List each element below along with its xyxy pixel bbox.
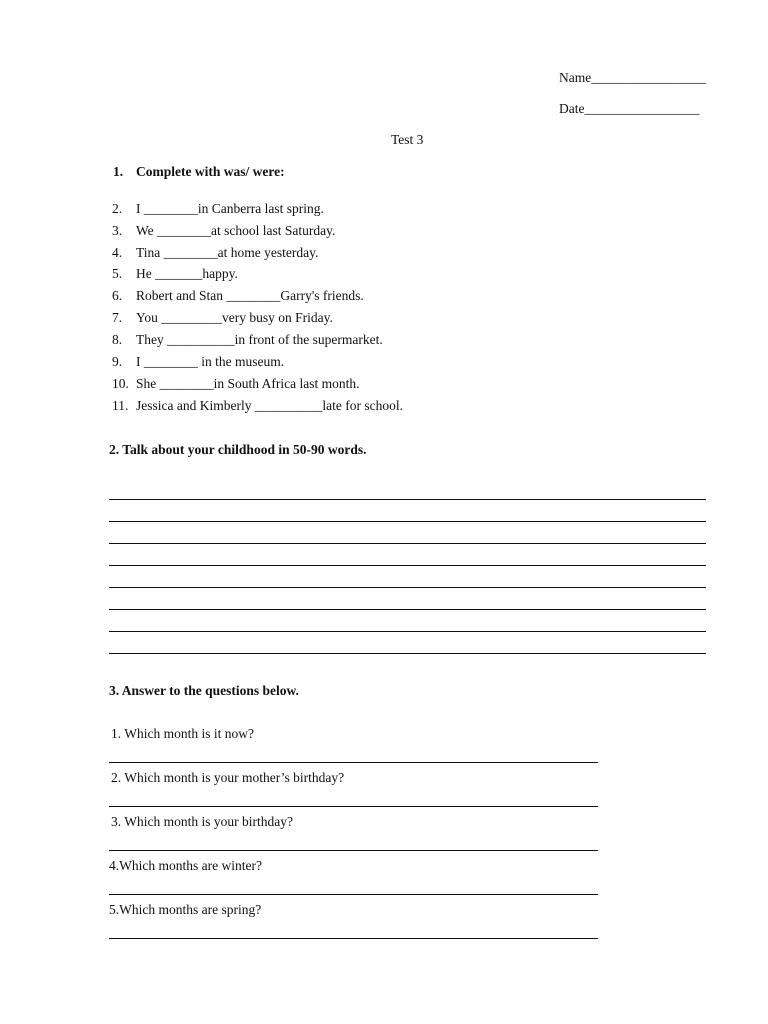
answer-line[interactable] (109, 938, 598, 939)
item-text: Tina ________at home yesterday. (136, 245, 319, 260)
list-item (112, 398, 403, 414)
list-item (112, 201, 324, 217)
question: 3. Which month is your birthday? (111, 814, 293, 829)
writing-line[interactable] (109, 543, 706, 544)
item-text: She ________in South Africa last month. (136, 376, 360, 391)
section1-heading (113, 164, 285, 180)
question: 1. Which month is it now? (111, 726, 254, 741)
list-item (112, 332, 383, 348)
section2-heading: 2. Talk about your childhood in 50-90 words. (109, 442, 367, 457)
question: 2. Which month is your mother’s birthday? (111, 770, 345, 785)
writing-line[interactable] (109, 499, 706, 500)
item-text: We ________at school last Saturday. (136, 223, 336, 238)
item-text: You _________very busy on Friday. (136, 310, 333, 325)
question: 5.Which months are spring? (109, 902, 262, 917)
question: 4.Which months are winter? (109, 858, 262, 873)
item-number: 9. (112, 354, 123, 369)
answer-line[interactable] (109, 806, 598, 807)
test-title: Test 3 (391, 132, 424, 147)
writing-line[interactable] (109, 609, 706, 610)
item-number: 6. (112, 288, 123, 303)
item-number: 2. (112, 201, 123, 216)
list-item (112, 310, 333, 326)
writing-line[interactable] (109, 521, 706, 522)
item-number: 4. (112, 245, 123, 260)
item-text: He _______happy. (136, 266, 238, 281)
list-item (112, 288, 364, 304)
item-text: Jessica and Kimberly __________late for school. (136, 398, 403, 413)
item-text: I ________ in the museum. (136, 354, 285, 369)
item-text: I ________in Canberra last spring. (136, 201, 324, 216)
item-number: 8. (112, 332, 123, 347)
item-number: 7. (112, 310, 123, 325)
writing-line[interactable] (109, 587, 706, 588)
item-number: 3. (112, 223, 123, 238)
item-text: They __________in front of the supermarket. (136, 332, 383, 347)
answer-line[interactable] (109, 762, 598, 763)
section1-heading-number: 1. (113, 164, 124, 179)
list-item (112, 354, 284, 370)
list-item (112, 245, 318, 261)
list-item (112, 376, 360, 392)
writing-line[interactable] (109, 631, 706, 632)
item-number: 11. (112, 398, 129, 413)
answer-line[interactable] (109, 850, 598, 851)
name-field-label: Name_________________ (559, 70, 706, 85)
section1-heading-text: Complete with was/ were: (136, 164, 285, 179)
item-number: 5. (112, 266, 123, 281)
item-text: Robert and Stan ________Garry's friends. (136, 288, 364, 303)
section3-heading: 3. Answer to the questions below. (109, 683, 299, 698)
answer-line[interactable] (109, 894, 598, 895)
writing-line[interactable] (109, 565, 706, 566)
list-item (112, 266, 238, 282)
date-field-label: Date_________________ (559, 101, 700, 116)
list-item (112, 223, 335, 239)
writing-line[interactable] (109, 653, 706, 654)
item-number: 10. (112, 376, 129, 391)
